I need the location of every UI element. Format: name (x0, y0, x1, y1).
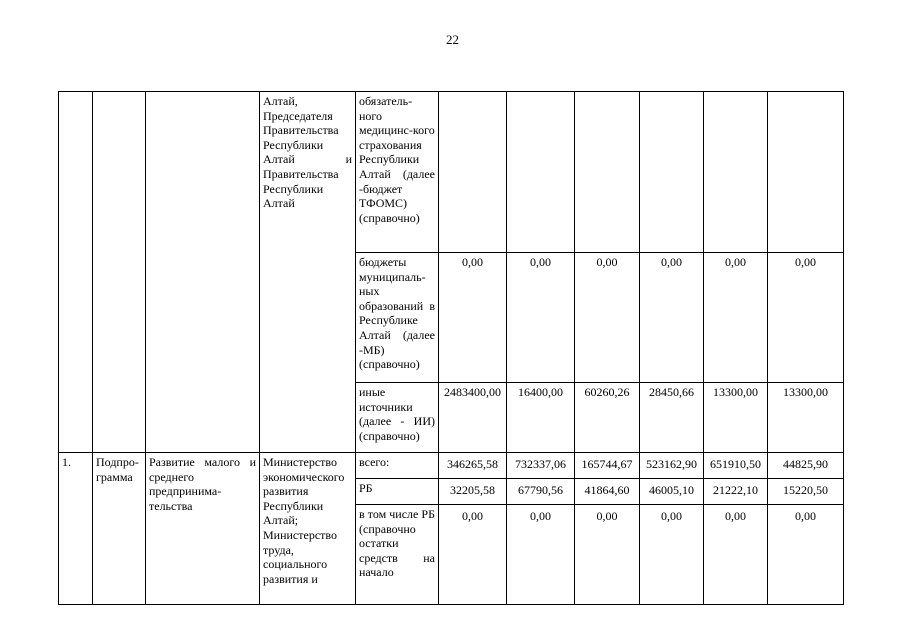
value-cell: 21222,10 (704, 479, 768, 505)
table-row (59, 92, 844, 253)
source-cell: РБ (356, 479, 439, 505)
source-cell: в том числе РБ (справочно остатки средств на начало (356, 505, 439, 605)
subprogram-number: 1. (59, 453, 93, 605)
value-cell: 0,00 (704, 505, 768, 605)
value-cell: 0,00 (640, 253, 704, 383)
page-number: 22 (446, 32, 459, 47)
value-cell: 44825,90 (768, 453, 844, 479)
funding-table (58, 91, 844, 605)
subprogram-executor: Министерство экономического развития Республики Алтай; Министерство труда, социального развития и (260, 453, 356, 605)
value-cell: 732337,06 (507, 453, 575, 479)
source-cell: обязатель-ного медицинс-кого страхования Республики Алтай (далее -бюджет ТФОМС) (справочно) (356, 92, 439, 253)
executor-cell: Алтай, Председателя Правительства Республики Алтай и Правительства Республики Алтай (260, 92, 356, 453)
value-cell: 13300,00 (704, 383, 768, 453)
value-cell: 32205,58 (439, 479, 507, 505)
value-cell: 28450,66 (640, 383, 704, 453)
value-cell: 523162,90 (640, 453, 704, 479)
value-cell (575, 92, 640, 253)
value-cell: 2483400,00 (439, 383, 507, 453)
value-cell: 0,00 (768, 253, 844, 383)
value-cell: 46005,10 (640, 479, 704, 505)
value-cell (640, 92, 704, 253)
value-cell: 67790,56 (507, 479, 575, 505)
value-cell: 0,00 (507, 253, 575, 383)
number-cell (59, 92, 93, 453)
type-cell (93, 92, 146, 453)
source-cell: бюджеты муниципаль-ных образований в Республике Алтай (далее -МБ) (справочно) (356, 253, 439, 383)
value-cell: 0,00 (575, 505, 640, 605)
value-cell: 13300,00 (768, 383, 844, 453)
value-cell (507, 92, 575, 253)
value-cell: 41864,60 (575, 479, 640, 505)
value-cell: 651910,50 (704, 453, 768, 479)
value-cell: 60260,26 (575, 383, 640, 453)
value-cell (439, 92, 507, 253)
value-cell: 165744,67 (575, 453, 640, 479)
source-cell: иные источники (далее - ИИ) (справочно) (356, 383, 439, 453)
value-cell: 15220,50 (768, 479, 844, 505)
table-row (59, 453, 844, 479)
value-cell: 0,00 (507, 505, 575, 605)
subprogram-name: Развитие малого и среднего предпринима-тельства (146, 453, 260, 605)
value-cell: 16400,00 (507, 383, 575, 453)
value-cell: 0,00 (704, 253, 768, 383)
value-cell (768, 92, 844, 253)
value-cell: 346265,58 (439, 453, 507, 479)
value-cell: 0,00 (439, 505, 507, 605)
value-cell (704, 92, 768, 253)
value-cell: 0,00 (640, 505, 704, 605)
name-cell (146, 92, 260, 453)
value-cell: 0,00 (575, 253, 640, 383)
subprogram-type: Подпро-грамма (93, 453, 146, 605)
value-cell: 0,00 (768, 505, 844, 605)
value-cell: 0,00 (439, 253, 507, 383)
source-cell: всего: (356, 453, 439, 479)
